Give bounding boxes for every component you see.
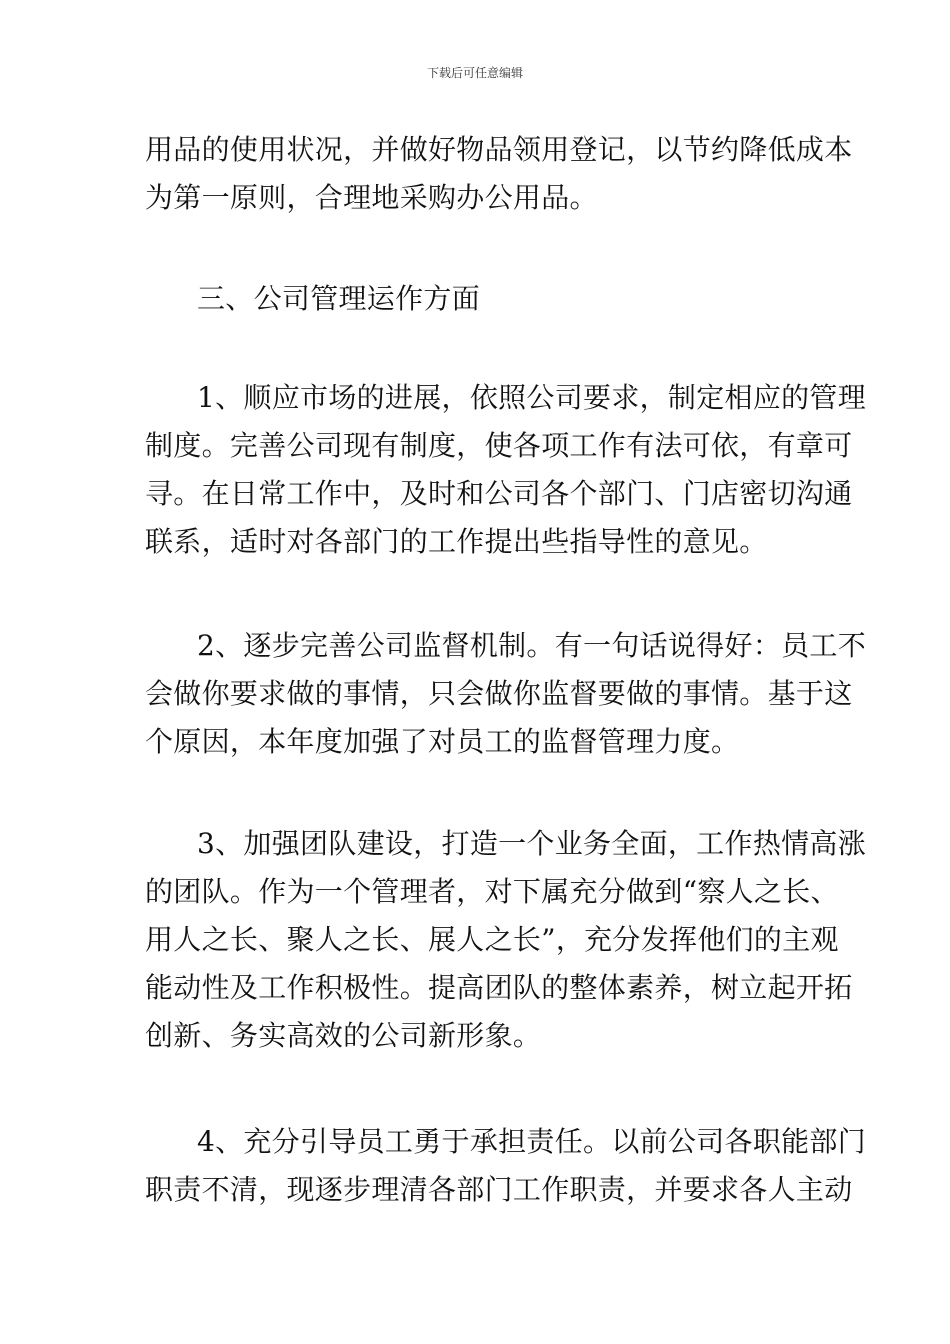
text-line: 2、逐步完善公司监督机制。有一句话说得好：员工不 xyxy=(197,629,867,662)
text-line: 会做你要求做的事情，只会做你监督要做的事情。基于这 xyxy=(145,677,853,710)
paragraph-item-2 xyxy=(145,622,867,766)
text-line: 职责不清，现逐步理清各部门工作职责，并要求各人主动 xyxy=(145,1173,853,1206)
paragraph-item-1 xyxy=(145,374,867,566)
paragraph-item-3 xyxy=(145,820,867,1060)
text-line: 1、顺应市场的进展，依照公司要求，制定相应的管理 xyxy=(197,381,867,414)
text-line: 4、充分引导员工勇于承担责任。以前公司各职能部门 xyxy=(197,1125,867,1158)
text-line: 个原因，本年度加强了对员工的监督管理力度。 xyxy=(145,725,740,758)
text-line: 3、加强团队建设，打造一个业务全面，工作热情高涨 xyxy=(197,827,867,860)
text-line: 为第一原则，合理地采购办公用品。 xyxy=(145,181,598,214)
text-line: 用人之长、聚人之长、展人之长”，充分发挥他们的主观 xyxy=(145,923,839,956)
paragraph-continuation xyxy=(145,126,853,222)
text-line: 用品的使用状况，并做好物品领用登记，以节约降低成本 xyxy=(145,133,853,166)
paragraph-item-4 xyxy=(145,1118,867,1214)
page-header: 下载后可任意编辑 xyxy=(426,66,523,80)
heading-line: 三、公司管理运作方面 xyxy=(197,282,481,315)
text-line: 联系，适时对各部门的工作提出些指导性的意见。 xyxy=(145,525,768,558)
text-line: 制度。完善公司现有制度，使各项工作有法可依，有章可 xyxy=(145,429,853,462)
text-line: 创新、务实高效的公司新形象。 xyxy=(145,1019,542,1052)
section-heading xyxy=(145,275,810,323)
text-line: 能动性及工作积极性。提高团队的整体素养，树立起开拓 xyxy=(145,971,853,1004)
text-line: 寻。在日常工作中，及时和公司各个部门、门店密切沟通 xyxy=(145,477,853,510)
text-line: 的团队。作为一个管理者，对下属充分做到“察人之长、 xyxy=(145,875,839,908)
